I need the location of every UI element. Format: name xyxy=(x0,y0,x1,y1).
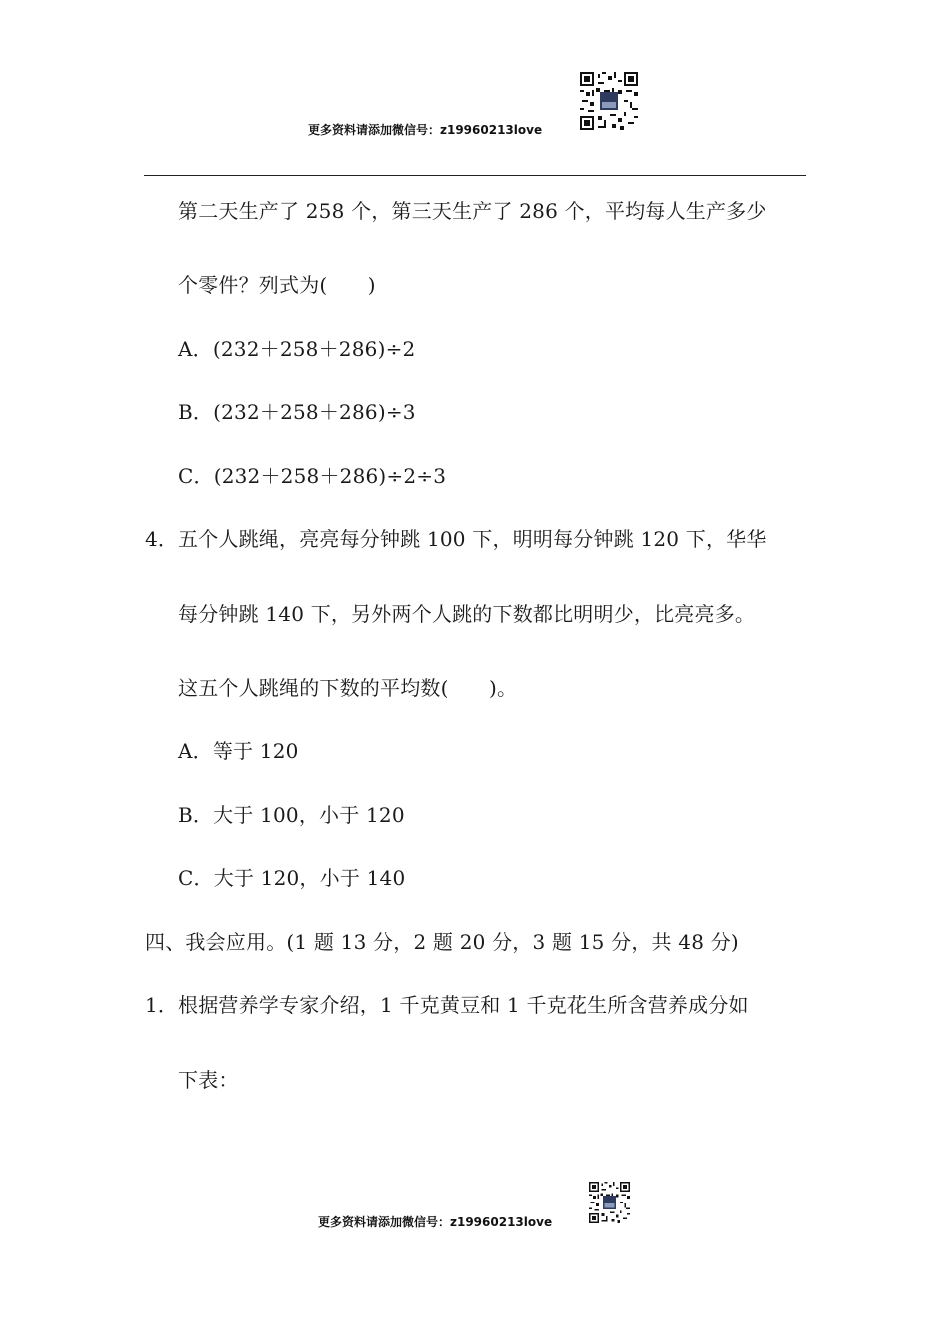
question-3-text-line-2: 个零件？列式为( ) xyxy=(178,273,376,297)
application-question-1-text-line-1: 根据营养学专家介绍，1 千克黄豆和 1 千克花生所含营养成分如 xyxy=(178,993,749,1017)
question-3-option-c: C．(232＋258＋286)÷2÷3 xyxy=(178,464,447,488)
question-4-text-line-1: 五个人跳绳，亮亮每分钟跳 100 下，明明每分钟跳 120 下，华华 xyxy=(178,527,767,551)
question-3-text-line-1: 第二天生产了 258 个，第三天生产了 286 个，平均每人生产多少 xyxy=(178,199,767,223)
application-question-1-number: 1． xyxy=(145,993,179,1017)
question-3-option-b: B．(232＋258＋286)÷3 xyxy=(178,400,416,424)
question-4-option-c: C．大于 120，小于 140 xyxy=(178,866,406,890)
application-question-1-text-line-2: 下表： xyxy=(178,1068,239,1092)
question-4-option-b: B．大于 100，小于 120 xyxy=(178,803,405,827)
question-3-option-a: A．(232＋258＋286)÷2 xyxy=(178,337,416,361)
question-4-first-line xyxy=(145,525,767,553)
application-question-1-first-line xyxy=(145,991,749,1019)
section-4-heading: 四、我会应用。(1 题 13 分，2 题 20 分，3 题 15 分，共 48 分) xyxy=(145,930,739,954)
footer-watermark-text: 更多资料请添加微信号：z19960213love xyxy=(318,1215,553,1229)
qr-code-icon xyxy=(580,72,638,130)
qr-code-icon xyxy=(589,1182,630,1223)
question-4-number: 4． xyxy=(145,527,179,551)
header-watermark-text: 更多资料请添加微信号：z19960213love xyxy=(308,123,543,137)
question-4-option-a: A．等于 120 xyxy=(178,739,299,763)
header-divider xyxy=(144,175,806,176)
question-4-text-line-2: 每分钟跳 140 下，另外两个人跳的下数都比明明少，比亮亮多。 xyxy=(178,602,756,626)
question-4-text-line-3: 这五个人跳绳的下数的平均数( )。 xyxy=(178,676,518,700)
